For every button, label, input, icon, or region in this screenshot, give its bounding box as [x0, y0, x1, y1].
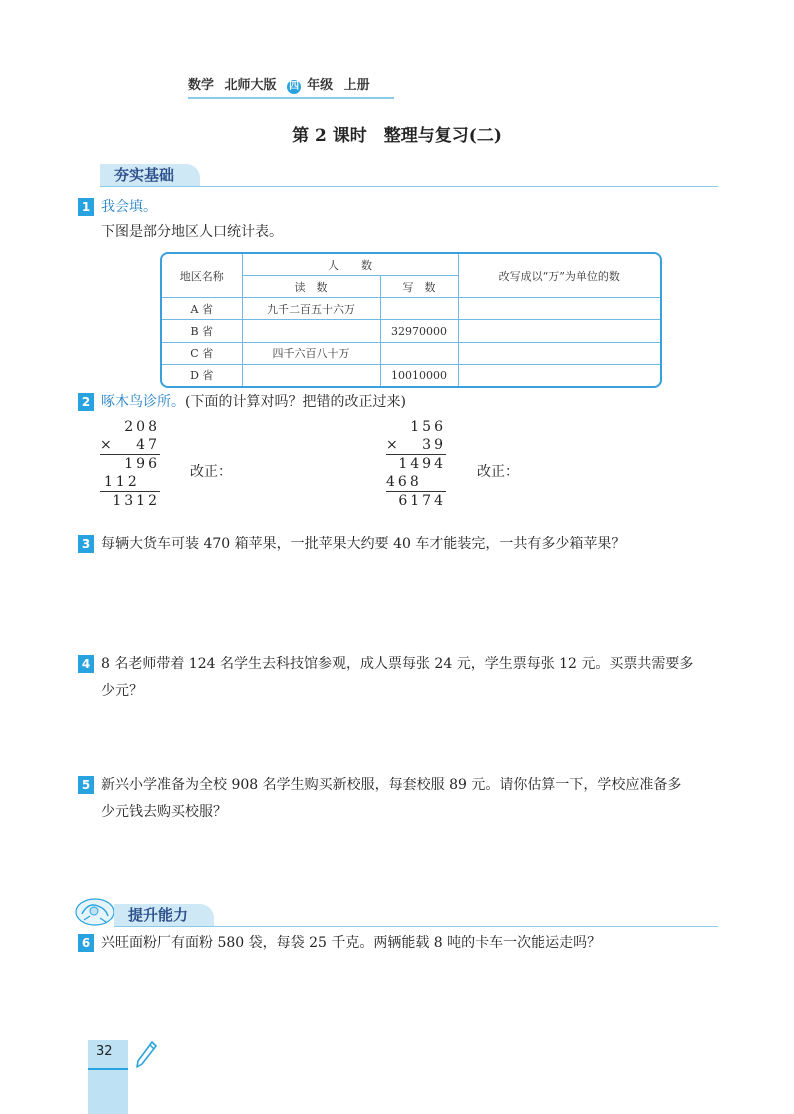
calc1-partial-1: 196: [124, 456, 160, 472]
calc2-partial-2: 468: [386, 474, 422, 490]
book-header: [188, 74, 394, 96]
edition-label: 北师大版: [224, 78, 277, 93]
header-divider: [188, 97, 394, 99]
cell-region: A 省: [162, 298, 242, 320]
page-number: 32: [96, 1044, 113, 1059]
cell-rewrite-blank[interactable]: [458, 298, 660, 320]
cell-rewrite-blank[interactable]: [458, 320, 660, 342]
table-row: [162, 320, 660, 342]
section-advanced-line: [114, 926, 718, 927]
cell-write: 32970000: [380, 320, 458, 342]
multiply-sign: ×: [100, 437, 115, 453]
subject-label: 数学: [188, 78, 215, 93]
grade-badge: 四: [289, 81, 300, 92]
section-basic-line: [100, 186, 718, 187]
header-write: 写 数: [380, 276, 458, 298]
cell-read-blank[interactable]: [242, 364, 380, 386]
mascot-icon: [74, 894, 116, 928]
calc1-result: 1312: [112, 493, 160, 509]
section-advanced-title: 提升能力: [114, 904, 214, 926]
cell-read: 四千六百八十万: [242, 342, 380, 364]
question-number-5: 5: [78, 776, 94, 794]
calc2-multiplier-row: [386, 436, 446, 454]
calc1-multiplier: 47: [136, 437, 160, 453]
calc1-multiplicand: 208: [124, 419, 160, 435]
question-number-3: 3: [78, 535, 94, 553]
q1-title: 我会填。: [101, 199, 157, 215]
section-basic-title: 夯实基础: [100, 164, 200, 186]
header-region: 地区名称: [162, 254, 242, 298]
calc2-partial-1: 1494: [398, 456, 446, 472]
table-row: [162, 342, 660, 364]
lesson-title: 第 2 课时 整理与复习(二): [292, 126, 502, 146]
q4-text-line1: 8 名老师带着 124 名学生去科技馆参观，成人票每张 24 元，学生票每张 12 元。买票共需要多: [101, 656, 694, 672]
cell-rewrite-blank[interactable]: [458, 364, 660, 386]
cell-region: C 省: [162, 342, 242, 364]
calc2-multiplicand: 156: [410, 419, 446, 435]
calc2-result: 6174: [398, 493, 446, 509]
cell-write-blank[interactable]: [380, 342, 458, 364]
q5-text-line2: 少元钱去购买校服？: [101, 804, 227, 820]
cell-write-blank[interactable]: [380, 298, 458, 320]
q2-title: 啄木鸟诊所。: [101, 394, 185, 410]
pencil-icon: [134, 1040, 158, 1070]
cell-region: B 省: [162, 320, 242, 342]
question-number-1: 1: [78, 198, 94, 216]
table-row: [162, 298, 660, 320]
q2-note: (下面的计算对吗？把错的改正过来): [185, 394, 406, 410]
q6-text: 兴旺面粉厂有面粉 580 袋，每袋 25 千克。两辆能载 8 吨的卡车一次能运走吗？: [101, 935, 602, 951]
cell-region: D 省: [162, 364, 242, 386]
cell-write: 10010000: [380, 364, 458, 386]
grade-label: 年级: [307, 78, 334, 93]
calc2-multiplier: 39: [422, 437, 446, 453]
population-table: [160, 252, 662, 388]
header-rewrite: 改写成以“万”为单位的数: [458, 254, 660, 298]
q1-description: 下图是部分地区人口统计表。: [101, 224, 283, 240]
q5-text-line1: 新兴小学准备为全校 908 名学生购买新校服，每套校服 89 元。请你估算一下，学校应准备多: [101, 777, 682, 793]
table-row: [162, 364, 660, 386]
calc1-partial-2: 112: [104, 474, 140, 490]
cell-rewrite-blank[interactable]: [458, 342, 660, 364]
vertical-calculation-2: [386, 418, 446, 510]
header-population: 人 数: [242, 254, 458, 276]
vertical-calculation-1: [100, 418, 160, 510]
calc2-correct-label: 改正：: [477, 464, 519, 480]
q3-text: 每辆大货车可装 470 箱苹果，一批苹果大约要 40 车才能装完，一共有多少箱苹果？: [101, 536, 626, 552]
cell-read-blank[interactable]: [242, 320, 380, 342]
q2-heading: [101, 388, 406, 416]
q4-text-line2: 少元？: [101, 683, 143, 699]
multiply-sign: ×: [386, 437, 401, 453]
calc1-correct-label: 改正：: [190, 464, 232, 480]
question-number-2: 2: [78, 393, 94, 411]
cell-read: 九千二百五十六万: [242, 298, 380, 320]
question-number-4: 4: [78, 655, 94, 673]
calc1-multiplier-row: [100, 436, 160, 454]
header-read: 读 数: [242, 276, 380, 298]
volume-label: 上册: [343, 78, 370, 93]
question-number-6: 6: [78, 934, 94, 952]
